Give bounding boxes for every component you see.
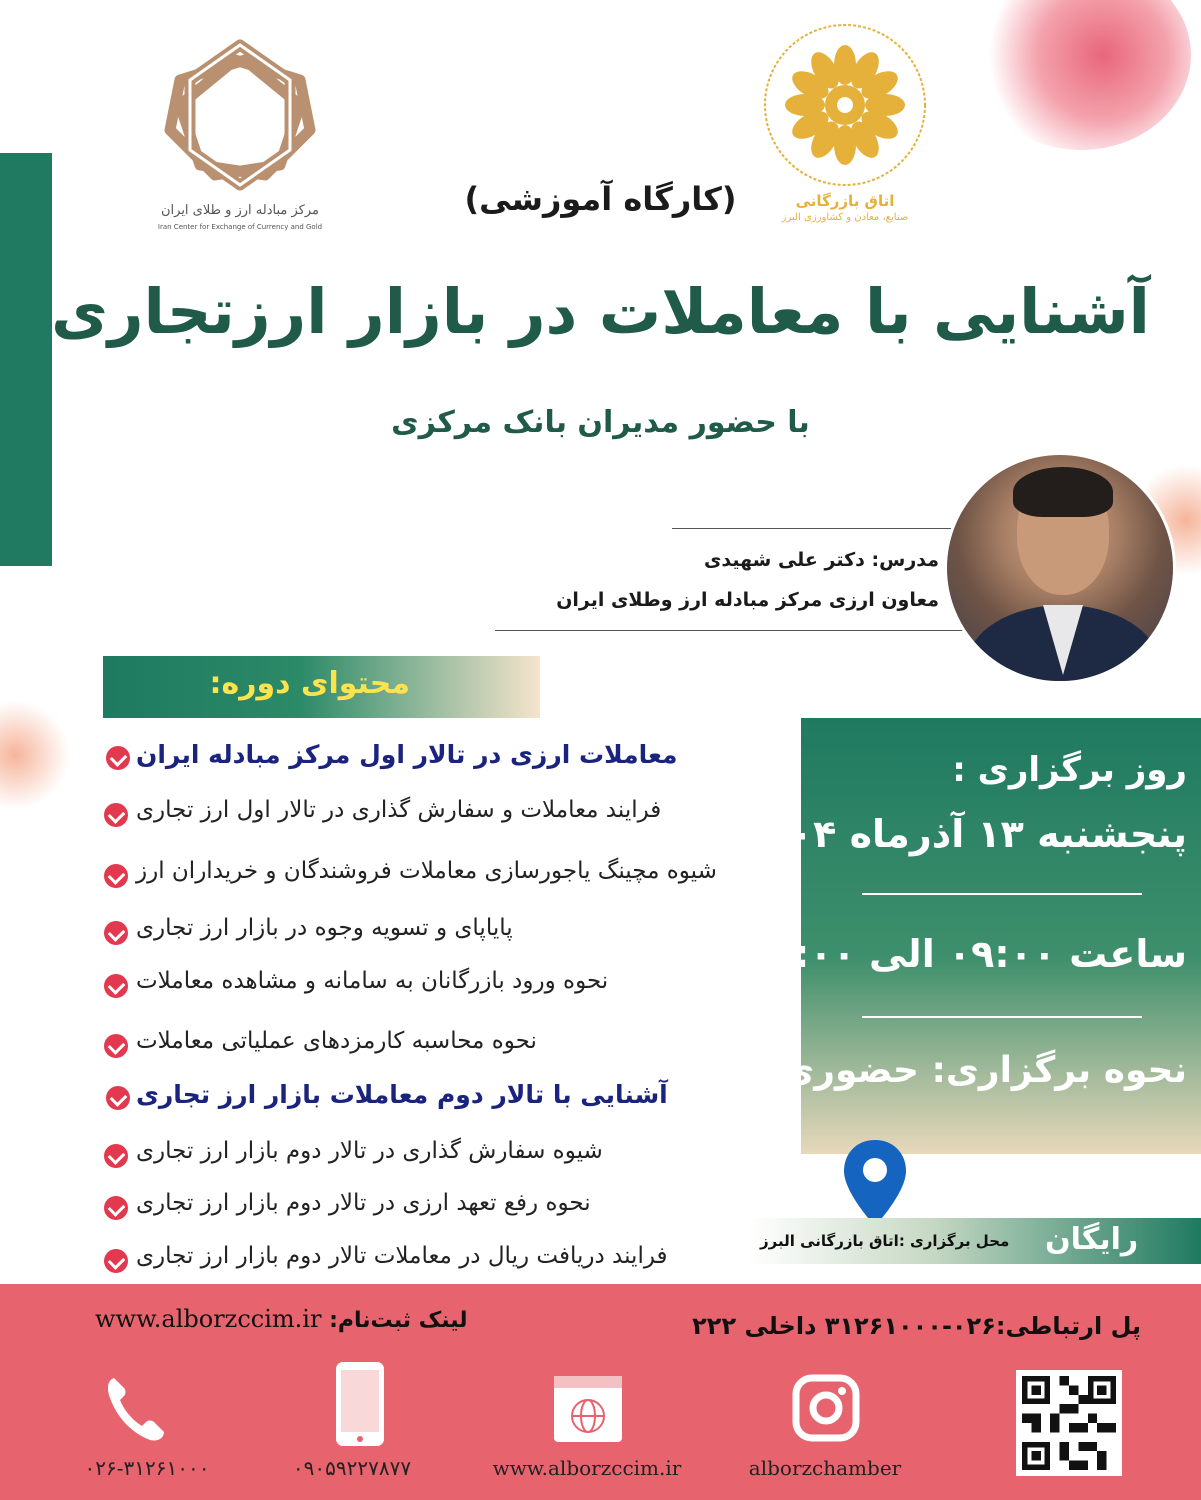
event-type-label: (کارگاه آموزشی) xyxy=(464,180,737,218)
schedule-divider xyxy=(862,1016,1142,1018)
chamber-name: اتاق بازرگانی xyxy=(795,192,895,210)
venue-label: محل برگزاری :اتاق بازرگانی البرز xyxy=(760,1232,1010,1250)
content-list-item xyxy=(100,797,800,833)
checkmark-icon xyxy=(106,746,130,770)
content-heading: محتوای دوره: xyxy=(209,666,410,701)
checkmark-icon xyxy=(104,1196,128,1220)
registration-url[interactable]: www.alborzccim.ir xyxy=(95,1305,322,1333)
content-list-item xyxy=(100,1028,800,1064)
phone-icon[interactable] xyxy=(100,1368,168,1454)
checkmark-icon xyxy=(104,803,128,827)
instagram-handle[interactable]: alborzchamber xyxy=(748,1456,902,1480)
divider-line xyxy=(672,528,962,529)
checkmark-icon xyxy=(106,1086,130,1110)
instructor-position: معاون ارزی مرکز مبادله ارز وطلای ایران xyxy=(556,589,939,611)
phone-number[interactable]: ۰۲۶-۳۱۲۶۱۰۰۰ xyxy=(84,1456,210,1480)
content-item-text: آشنایی با تالار دوم معاملات بازار ارز تجاری xyxy=(136,1080,668,1109)
content-item-text: معاملات ارزی در تالار اول مرکز مبادله ایران xyxy=(136,740,678,769)
mobile-number[interactable]: ۰۹۰۵۹۲۲۷۸۷۷ xyxy=(292,1456,412,1480)
schedule-divider xyxy=(862,893,1142,895)
content-list-item xyxy=(100,1243,800,1279)
content-heading-bar xyxy=(103,656,540,718)
content-item-text: شیوه سفارش گذاری در تالار دوم بازار ارز تجاری xyxy=(136,1138,603,1164)
mobile-icon[interactable] xyxy=(326,1360,394,1446)
schedule-mode: نحوه برگزاری: حضوری xyxy=(781,1050,1187,1091)
registration-label: لینک ثبت‌نام: xyxy=(329,1308,468,1333)
contact-info: پل ارتباطی:۰۲۶-۳۱۲۶۱۰۰۰ داخلی ۲۲۲ xyxy=(692,1312,1141,1340)
event-title: آشنایی با معاملات در بازار ارزتجاری xyxy=(51,275,1150,348)
content-item-text: نحوه رفع تعهد ارزی در تالار دوم بازار ارز تجاری xyxy=(136,1190,591,1216)
checkmark-icon xyxy=(104,1034,128,1058)
schedule-time: ساعت ۰۹:۰۰ الی ۱۲:۰۰ xyxy=(747,932,1187,976)
content-item-text: نحوه محاسبه کارمزدهای عملیاتی معاملات xyxy=(136,1028,537,1054)
sun-seal-logo-icon xyxy=(755,20,935,190)
event-subtitle: با حضور مدیران بانک مرکزی xyxy=(391,405,810,440)
divider-line xyxy=(495,630,963,631)
exchange-center-name-en: Iran Center for Exchange of Currency and Gold xyxy=(157,223,323,231)
content-item-text: نحوه ورود بازرگانان به سامانه و مشاهده معاملات xyxy=(136,968,609,994)
location-pin-icon xyxy=(840,1138,910,1228)
website-url[interactable]: www.alborzccim.ir xyxy=(492,1456,682,1480)
content-list-item xyxy=(100,968,800,1004)
content-list-item xyxy=(100,1190,800,1226)
chamber-subname: صنایع، معادن و کشاورزی البرز xyxy=(781,212,909,223)
exchange-center-name: مرکز مبادله ارز و طلای ایران xyxy=(160,203,319,218)
content-item-text: پایاپای و تسویه وجوه در بازار ارز تجاری xyxy=(136,915,513,941)
qr-code-icon[interactable] xyxy=(1016,1370,1122,1476)
checkmark-icon xyxy=(104,864,128,888)
instructor-info xyxy=(556,540,939,620)
web-icon[interactable] xyxy=(552,1372,624,1458)
price-label: رایگان xyxy=(1045,1222,1139,1257)
decorative-blob-mid-left xyxy=(0,700,70,810)
instructor-photo xyxy=(944,452,1176,684)
schedule-date: پنجشنبه ۱۳ آذرماه ۱۴۰۴ xyxy=(743,812,1187,856)
instructor-name: مدرس: دکتر علی شهیدی xyxy=(703,549,939,571)
content-item-text: فرایند دریافت ریال در معاملات تالار دوم بازار ارز تجاری xyxy=(136,1243,668,1269)
checkmark-icon xyxy=(104,974,128,998)
content-section-heading xyxy=(100,740,800,776)
content-item-text: فرایند معاملات و سفارش گذاری در تالار اول ارز تجاری xyxy=(136,797,662,823)
registration-link[interactable] xyxy=(95,1305,467,1333)
content-section-heading xyxy=(100,1080,800,1116)
decorative-blob-top-right xyxy=(971,0,1191,150)
content-list-item xyxy=(100,1138,800,1174)
content-list-item xyxy=(100,858,800,894)
content-item-text: شیوه مچینگ یاجورسازی معاملات فروشندگان و خریداران ارز xyxy=(136,858,717,884)
checkmark-icon xyxy=(104,1144,128,1168)
star-knot-logo-icon xyxy=(140,35,340,195)
content-list xyxy=(100,740,800,1280)
instagram-icon[interactable] xyxy=(790,1372,862,1458)
content-list-item xyxy=(100,915,800,951)
schedule-day-label: روز برگزاری : xyxy=(952,750,1187,790)
checkmark-icon xyxy=(104,1249,128,1273)
checkmark-icon xyxy=(104,921,128,945)
